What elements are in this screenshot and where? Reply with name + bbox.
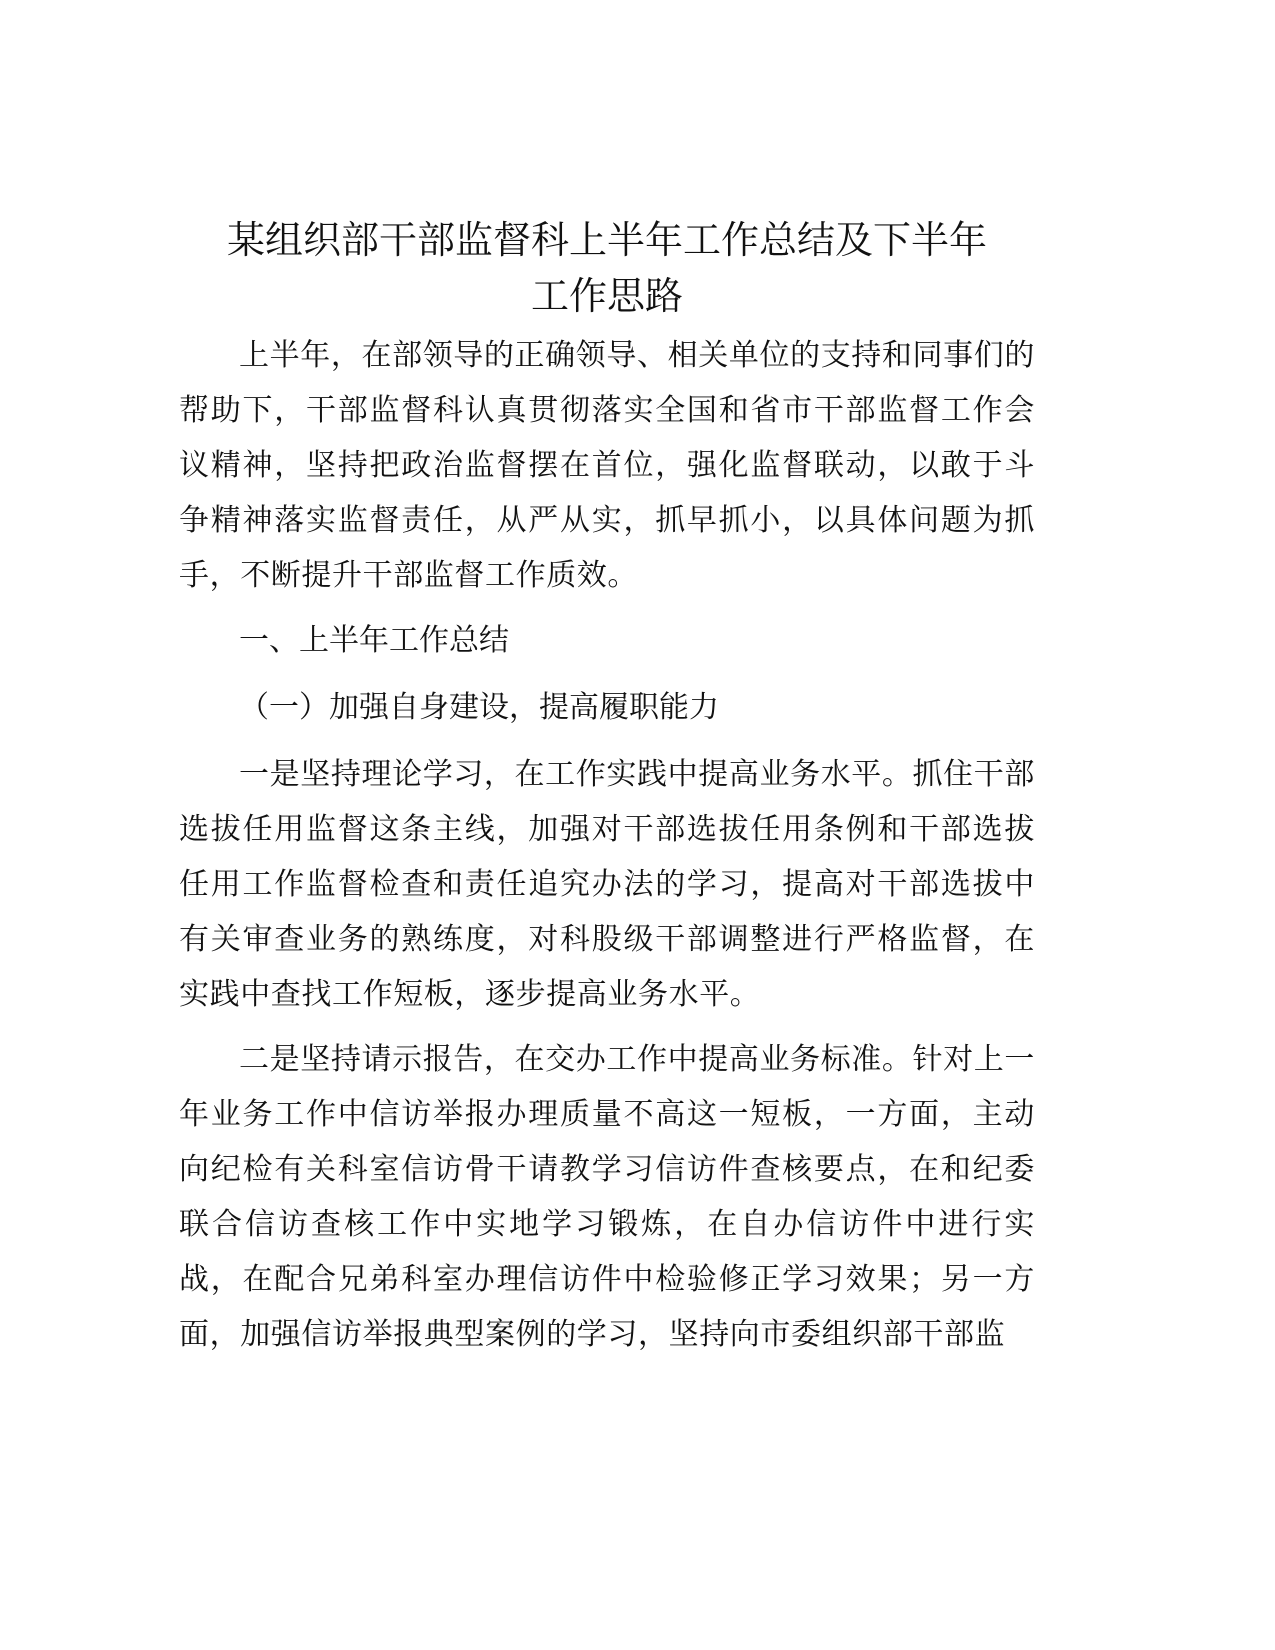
document-title	[179, 212, 1035, 324]
body-paragraph-2: 二是坚持请示报告，在交办工作中提高业务标准。针对上一年业务工作中信访举报办理质量不高这一短板，一方面，主动向纪检有关科室信访骨干请教学习信访件查核要点，在和纪委联合信访查核工作中实地学习锻炼，在自办信访件中进行实战，在配合兄弟科室办理信访件中检验修正学习效果；另一方面，加强信访举报典型案例的学习，坚持向市委组织部干部监	[179, 1042, 1035, 1352]
section-heading: 一、上半年工作总结	[239, 623, 509, 658]
document-page	[179, 212, 1035, 1372]
intro-paragraph: 上半年，在部领导的正确领导、相关单位的支持和同事们的帮助下，干部监督科认真贯彻落实全国和省市干部监督工作会议精神，坚持把政治监督摆在首位，强化监督联动，以敢于斗争精神落实监督责任，从严从实，抓早抓小，以具体问题为抓手，不断提升干部监督工作质效。	[179, 338, 1035, 593]
body-paragraph-1: 一是坚持理论学习，在工作实践中提高业务水平。抓住干部选拔任用监督这条主线，加强对干部选拔任用条例和干部选拔任用工作监督检查和责任追究办法的学习，提高对干部选拔中有关审查业务的熟练度，对科股级干部调整进行严格监督，在实践中查找工作短板，逐步提高业务水平。	[179, 757, 1035, 1012]
subsection-heading: （一）加强自身建设，提高履职能力	[239, 690, 719, 725]
title-line-2: 工作思路	[530, 274, 683, 318]
title-line-1: 某组织部干部监督科上半年工作总结及下半年	[226, 218, 987, 262]
